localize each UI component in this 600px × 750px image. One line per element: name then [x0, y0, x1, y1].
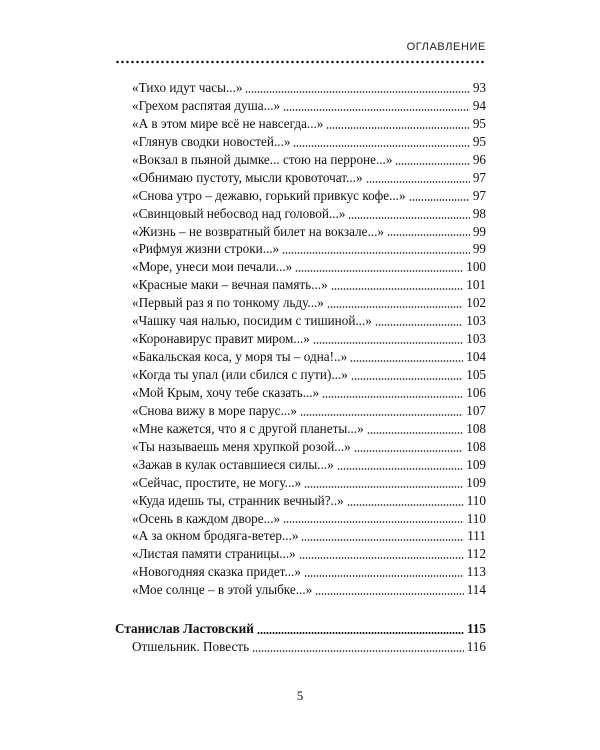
entry-page: 102 [466, 295, 486, 311]
toc-list [132, 79, 486, 599]
entry-page: 101 [466, 277, 486, 293]
entry-title: «А в этом мире всё не навсегда...» [132, 115, 324, 131]
entry-title: «Сейчас, простите, не могу...» [132, 474, 302, 490]
toc-entry[interactable] [132, 438, 486, 456]
toc-entry[interactable] [132, 545, 486, 563]
toc-entry[interactable] [132, 510, 486, 528]
leader-dots [245, 91, 469, 93]
entry-title: «Коронавирус правит миром...» [132, 331, 310, 347]
entry-title: «Снова утро – дежавю, горький привкус кофе...» [132, 187, 406, 203]
toc-entry[interactable] [132, 638, 486, 656]
entry-page: 97 [472, 169, 486, 185]
leader-dots [322, 396, 463, 398]
leader-dots [299, 557, 464, 559]
toc-entry[interactable] [132, 205, 486, 223]
entry-page: 112 [466, 546, 486, 562]
entry-title: «Грехом распятая душа...» [132, 97, 281, 113]
leader-dots [283, 109, 470, 111]
leader-dots [354, 450, 463, 452]
toc-entry[interactable] [132, 312, 486, 330]
entry-title: «Мне кажется, что я с другой планеты...» [132, 420, 364, 436]
leader-dots [315, 593, 463, 595]
toc-entry[interactable] [132, 563, 486, 581]
entry-page: 95 [472, 133, 486, 149]
entry-page: 95 [472, 115, 486, 131]
entry-page: 103 [466, 313, 486, 329]
toc-entry[interactable] [132, 294, 486, 312]
entry-page: 100 [466, 259, 486, 275]
leader-dots [313, 342, 463, 344]
leader-dots [327, 306, 463, 308]
author-name: Станислав Ластовский [115, 621, 254, 636]
toc-entry[interactable] [132, 240, 486, 258]
entry-page: 93 [472, 80, 486, 95]
entry-page: 106 [466, 384, 486, 400]
leader-dots [257, 632, 464, 634]
entry-page: 110 [466, 510, 486, 526]
toc-entry[interactable] [132, 330, 486, 348]
toc-entry[interactable] [132, 402, 486, 420]
entry-title: «Глянув сводки новостей...» [132, 133, 291, 149]
entry-title: «Рифмуя жизни строки...» [132, 241, 280, 257]
toc-entry[interactable] [132, 79, 486, 97]
entry-title: «Жизнь – не возвратный билет на вокзале...» [132, 223, 384, 239]
leader-dots [347, 504, 464, 506]
leader-dots [351, 378, 463, 380]
entry-page: 108 [466, 420, 486, 436]
entry-page: 97 [472, 187, 486, 203]
entry-page: 107 [466, 402, 486, 418]
entry-title: «Новогодняя сказка придет...» [132, 564, 301, 580]
toc-entry[interactable] [132, 456, 486, 474]
leader-dots [395, 163, 469, 165]
leader-dots [283, 521, 464, 523]
entry-page: 108 [466, 438, 486, 454]
running-header: ОГЛАВЛЕНИЕ [406, 41, 486, 53]
entry-page: 96 [472, 151, 486, 167]
entry-title: «Свинцовый небосвод над головой...» [132, 205, 346, 221]
toc-entry[interactable] [132, 474, 486, 492]
toc-entry[interactable] [132, 115, 486, 133]
toc-entry[interactable] [132, 169, 486, 187]
toc-entry[interactable] [132, 151, 486, 169]
toc-author-entry[interactable] [115, 620, 486, 638]
toc-entry[interactable] [132, 581, 486, 599]
entry-title: «Вокзал в пьяной дымке... стою на перроне...» [132, 151, 393, 167]
entry-page: 99 [472, 241, 486, 257]
entry-page: 109 [466, 456, 486, 472]
entry-title: «Осень в каждом дворе...» [132, 510, 281, 526]
leader-dots [326, 127, 469, 129]
toc-entry[interactable] [132, 187, 486, 205]
toc-entry[interactable] [132, 492, 486, 510]
leader-dots [304, 575, 464, 577]
toc-entry[interactable] [132, 223, 486, 241]
entry-page: 111 [467, 528, 486, 544]
entry-title: Отшельник. Повесть [132, 639, 250, 654]
toc-entry[interactable] [132, 133, 486, 151]
entry-title: «Когда ты упал (или сбился с пути)...» [132, 367, 348, 382]
leader-dots [387, 234, 470, 236]
toc-entry[interactable] [132, 366, 486, 384]
entry-title: «Снова вижу в море парус...» [132, 402, 297, 418]
leader-dots [337, 468, 464, 470]
entry-title: «Куда идешь ты, странник вечный?..» [132, 492, 344, 508]
entry-page: 116 [466, 639, 486, 654]
leader-dots [293, 145, 469, 147]
toc-entry[interactable] [132, 97, 486, 115]
entry-page: 105 [466, 367, 486, 382]
entry-title: «Мое солнце – в этой улыбке...» [132, 582, 313, 598]
author-page: 115 [466, 621, 486, 636]
leader-dots [300, 414, 463, 416]
leader-dots [367, 432, 464, 434]
entry-title: «Море, унеси мои печали...» [132, 259, 293, 275]
entry-page: 103 [466, 331, 486, 347]
entry-page: 109 [466, 474, 486, 490]
leader-dots [295, 270, 463, 272]
toc-entry[interactable] [132, 348, 486, 366]
leader-dots [301, 539, 464, 541]
leader-dots [350, 360, 463, 362]
toc-entry[interactable] [132, 276, 486, 294]
leader-dots [252, 650, 464, 652]
entry-title: «Листая памяти страницы...» [132, 546, 296, 562]
toc-entry[interactable] [132, 527, 486, 545]
leader-dots [348, 217, 469, 219]
entry-page: 94 [472, 97, 486, 113]
toc-entry[interactable] [132, 420, 486, 438]
dotted-divider [115, 60, 486, 64]
leader-dots [366, 181, 470, 183]
leader-dots [409, 199, 470, 201]
entry-title: «Чашку чая налью, посидим с тишиной...» [132, 313, 372, 329]
entry-title: «Первый раз я по тонкому льду...» [132, 295, 324, 311]
page-number: 5 [296, 688, 304, 703]
leader-dots [304, 486, 463, 488]
entry-title: «Мой Крым, хочу тебе сказать...» [132, 384, 320, 400]
leader-dots [331, 288, 464, 290]
entry-title: «Обнимаю пустоту, мысли кровоточат...» [132, 169, 363, 185]
entry-title: «Тихо идут часы...» [132, 80, 243, 95]
entry-page: 99 [472, 223, 486, 239]
entry-page: 113 [466, 564, 486, 580]
entry-title: «А за окном бродяга-ветер...» [132, 528, 299, 544]
leader-dots [282, 252, 470, 254]
entry-title: «Красные маки – вечная память...» [132, 277, 328, 293]
toc-entry[interactable] [132, 384, 486, 402]
entry-page: 104 [466, 349, 486, 365]
entry-title: «Бакальская коса, у моря ты – одна!..» [132, 349, 348, 365]
entry-title: «Зажав в кулак оставшиеся силы...» [132, 456, 334, 472]
toc-entry[interactable] [132, 258, 486, 276]
entry-page: 114 [466, 582, 486, 598]
entry-title: «Ты называешь меня хрупкой розой...» [132, 438, 351, 454]
entry-page: 110 [466, 492, 486, 508]
entry-page: 98 [472, 205, 486, 221]
leader-dots [375, 324, 463, 326]
